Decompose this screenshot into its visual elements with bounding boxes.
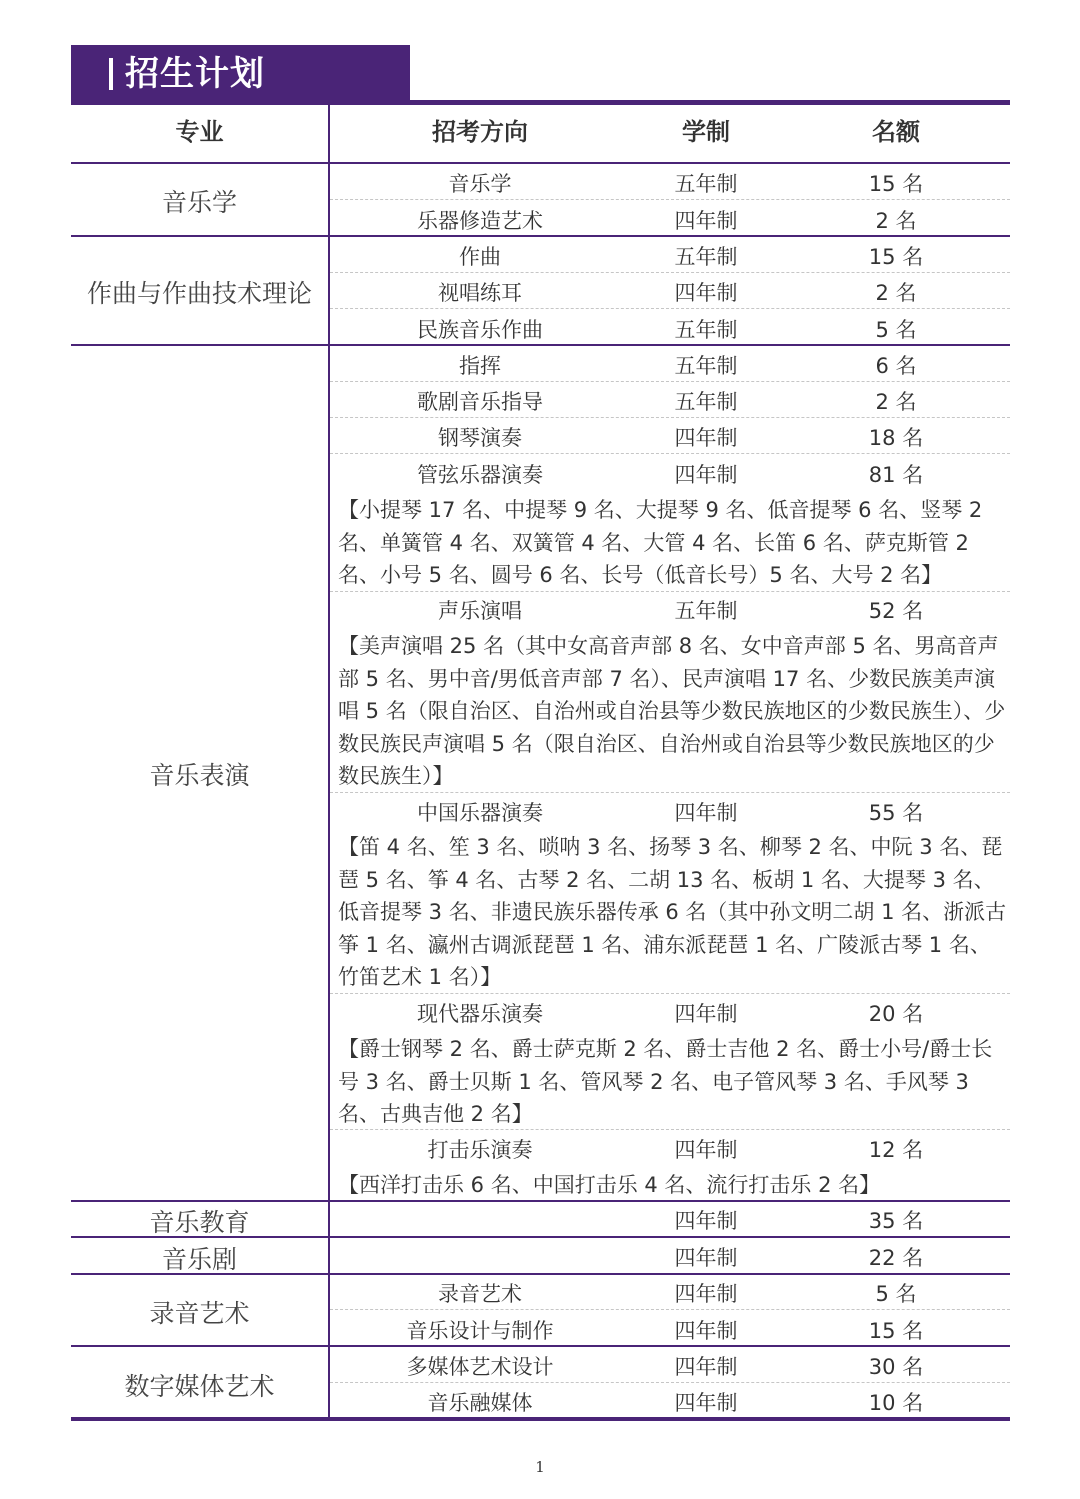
row-duration: 五年制 bbox=[674, 172, 738, 196]
major-musical-theatre: 音乐剧 bbox=[161, 1245, 237, 1274]
header-direction: 招考方向 bbox=[432, 118, 528, 146]
row-duration: 四年制 bbox=[674, 1355, 738, 1379]
row-direction bbox=[330, 1240, 630, 1276]
row-duration: 四年制 bbox=[674, 281, 738, 305]
major-musicology: 音乐学 bbox=[161, 188, 237, 217]
row-direction: 录音艺术 bbox=[438, 1282, 522, 1306]
row-duration: 四年制 bbox=[674, 463, 738, 487]
row-quota: 2 名 bbox=[875, 209, 917, 233]
row-duration: 四年制 bbox=[674, 209, 738, 233]
row-duration: 四年制 bbox=[674, 426, 738, 450]
row-direction: 中国乐器演奏 bbox=[417, 801, 543, 825]
row-note: 【西洋打击乐 6 名、中国打击乐 4 名、流行打击乐 2 名】 bbox=[338, 1173, 881, 1197]
row-quota: 18 名 bbox=[868, 426, 924, 450]
major-digital-media-art: 数字媒体艺术 bbox=[124, 1372, 275, 1401]
row-quota: 2 名 bbox=[875, 281, 917, 305]
row-direction: 多媒体艺术设计 bbox=[406, 1355, 554, 1379]
row-quota: 5 名 bbox=[875, 1282, 917, 1306]
row-direction: 歌剧音乐指导 bbox=[417, 390, 543, 414]
table-top-rule bbox=[71, 100, 1010, 105]
row-duration: 四年制 bbox=[674, 1209, 738, 1233]
row-direction: 民族音乐作曲 bbox=[417, 318, 543, 342]
header-quota: 名额 bbox=[872, 118, 920, 146]
row-quota: 55 名 bbox=[868, 801, 924, 825]
row-duration: 四年制 bbox=[674, 1391, 738, 1415]
major-performance: 音乐表演 bbox=[149, 761, 250, 790]
row-quota: 5 名 bbox=[875, 318, 917, 342]
row-duration: 四年制 bbox=[674, 801, 738, 825]
row-quota: 6 名 bbox=[875, 354, 917, 378]
row-direction: 视唱练耳 bbox=[438, 281, 522, 305]
row-note: 【爵士钢琴 2 名、爵士萨克斯 2 名、爵士吉他 2 名、爵士小号/爵士长号 3 名、爵士贝斯 1 名、管风琴 2 名、电子管风琴 3 名、手风琴 3 名、古典吉他 2 名】 bbox=[338, 1037, 993, 1126]
row-quota: 12 名 bbox=[868, 1138, 924, 1162]
row-quota: 52 名 bbox=[868, 599, 924, 623]
header-rule bbox=[71, 162, 1010, 164]
row-duration: 五年制 bbox=[674, 245, 738, 269]
row-duration: 四年制 bbox=[674, 1138, 738, 1162]
row-duration: 四年制 bbox=[674, 1282, 738, 1306]
row-quota: 81 名 bbox=[868, 463, 924, 487]
row-duration: 四年制 bbox=[674, 1319, 738, 1343]
row-quota: 2 名 bbox=[875, 390, 917, 414]
row-direction: 指挥 bbox=[459, 354, 501, 378]
title-bar-mark bbox=[109, 58, 113, 90]
row-quota: 15 名 bbox=[868, 172, 924, 196]
row-quota: 35 名 bbox=[868, 1209, 924, 1233]
row-duration: 五年制 bbox=[674, 599, 738, 623]
section-title: 招生计划 bbox=[125, 54, 265, 94]
row-note: 【美声演唱 25 名（其中女高音声部 8 名、女中音声部 5 名、男高音声部 5 名、男中音/男低音声部 7 名）、民声演唱 17 名、少数民族美声演唱 5 名（限自治区、自治州或自治县等少数民族地区的少数民族生）、少数民族民声演唱 5 名（限自治区、自治州或自治县等少数民族地区的少数民族生）】 bbox=[338, 634, 1006, 788]
row-direction: 音乐设计与制作 bbox=[406, 1319, 554, 1343]
row-note: 【小提琴 17 名、中提琴 9 名、大提琴 9 名、低音提琴 6 名、竖琴 2 名、单簧管 4 名、双簧管 4 名、大管 4 名、长笛 6 名、萨克斯管 2 名、小号 5 名、圆号 6 名、长号（低音长号）5 名、大号 2 名】 bbox=[338, 498, 983, 587]
header-duration: 学制 bbox=[682, 118, 730, 146]
row-duration: 五年制 bbox=[674, 390, 738, 414]
page-number: 1 bbox=[535, 1458, 545, 1476]
row-quota: 30 名 bbox=[868, 1355, 924, 1379]
row-quota: 10 名 bbox=[868, 1391, 924, 1415]
row-duration: 五年制 bbox=[674, 354, 738, 378]
row-direction: 钢琴演奏 bbox=[438, 426, 522, 450]
row-direction: 作曲 bbox=[459, 245, 501, 269]
row-quota: 15 名 bbox=[868, 1319, 924, 1343]
row-direction: 音乐融媒体 bbox=[427, 1391, 533, 1415]
row-duration: 四年制 bbox=[674, 1246, 738, 1270]
row-note: 【笛 4 名、笙 3 名、唢呐 3 名、扬琴 3 名、柳琴 2 名、中阮 3 名、琵琶 5 名、筝 4 名、古琴 2 名、二胡 13 名、板胡 1 名、大提琴 3 名、低音提琴 3 名、非遗民族乐器传承 6 名（其中孙文明二胡 1 名、浙派古筝 1 名、瀛州古调派琵琶 1 名、浦东派琵琶 1 名、广陵派古琴 1 名、竹笛艺术 1 名）】 bbox=[338, 835, 1007, 989]
row-duration: 五年制 bbox=[674, 318, 738, 342]
row-direction: 管弦乐器演奏 bbox=[417, 463, 543, 487]
row-direction: 声乐演唱 bbox=[438, 599, 522, 623]
major-composition: 作曲与作曲技术理论 bbox=[86, 279, 312, 308]
header-major: 专业 bbox=[175, 118, 224, 146]
row-quota: 15 名 bbox=[868, 245, 924, 269]
major-music-education: 音乐教育 bbox=[149, 1208, 250, 1237]
row-direction: 打击乐演奏 bbox=[427, 1138, 533, 1162]
major-recording-arts: 录音艺术 bbox=[149, 1299, 250, 1328]
row-quota: 20 名 bbox=[868, 1002, 924, 1026]
section-title-banner bbox=[71, 45, 410, 103]
row-direction: 音乐学 bbox=[448, 172, 512, 196]
row-direction: 现代器乐演奏 bbox=[417, 1002, 543, 1026]
row-duration: 四年制 bbox=[674, 1002, 738, 1026]
row-quota: 22 名 bbox=[868, 1246, 924, 1270]
row-direction: 乐器修造艺术 bbox=[417, 209, 543, 233]
row-direction bbox=[330, 1203, 630, 1239]
